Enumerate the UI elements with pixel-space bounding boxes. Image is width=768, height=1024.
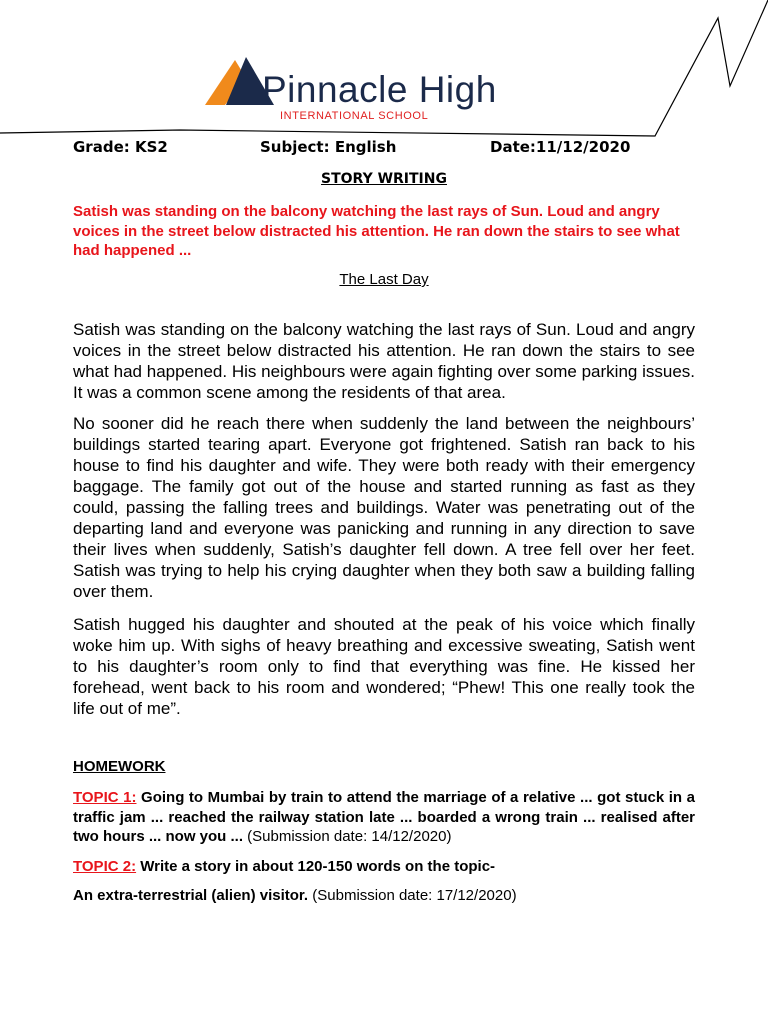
homework-topic-1 xyxy=(73,788,695,847)
grade-value: KS2 xyxy=(134,138,168,156)
subject-value: English xyxy=(334,138,397,156)
topic-2-text: Write a story in about 120-150 words on the topic- xyxy=(140,858,496,875)
homework-heading: HOMEWORK xyxy=(73,758,166,775)
topic-2-subject: An extra-terrestrial (alien) visitor. xyxy=(73,887,309,904)
story-paragraph-3: Satish hugged his daughter and shouted at the peak of his voice which finally woke him up. With sighs of heavy breathing and excessive sweating, Satish went to his daughter’s room only to find that everything was fine. He kissed her forehead, went back to his room and wondered; “Phew! This one really took the life out of me”. xyxy=(73,615,695,718)
topic-2-label: TOPIC 2: xyxy=(73,858,137,875)
school-logo-subtitle: INTERNATIONAL SCHOOL xyxy=(280,110,429,122)
story-paragraph-1: Satish was standing on the balcony watching the last rays of Sun. Loud and angry voices in the street below distracted his attention. He ran down the stairs to see what had happened. His neighbours were again fighting over some parking issues. It was a common scene among the residents of that area. xyxy=(73,320,695,402)
topic-1-label: TOPIC 1: xyxy=(73,789,137,806)
story-title: The Last Day xyxy=(339,271,429,288)
story-prompt: Satish was standing on the balcony watching the last rays of Sun. Loud and angry voices in the street below distracted his attention. He ran down the stairs to see what had happened ... xyxy=(73,203,680,259)
story-paragraph-2: No sooner did he reach there when suddenly the land between the neighbours’ buildings started tearing apart. Everyone got frightened. Satish ran back to his house to find his daughter and wife. They were both ready with their emergency baggage. The family got out of the house and started running as fast as they could, passing the falling trees and buildings. Water was penetrating out of the departing land and everyone was panicking and running in any direction to save their lives when suddenly, Satish’s daughter fell down. A tree fell over her feet. Satish was trying to help his crying daughter when they both saw a building falling over them. xyxy=(73,414,695,601)
topic-1-submission-date: (Submission date: 14/12/2020) xyxy=(247,828,452,845)
grade-field xyxy=(73,138,168,156)
topic-2-submission-date: (Submission date: 17/12/2020) xyxy=(312,887,517,904)
subject-field xyxy=(260,138,396,156)
date-value: 11/12/2020 xyxy=(535,138,631,156)
grade-label: Grade: xyxy=(73,138,130,156)
homework-topic-2-subject xyxy=(73,886,695,906)
subject-label: Subject: xyxy=(260,138,330,156)
date-field xyxy=(490,138,630,156)
school-logo-name: Pinnacle High xyxy=(262,69,497,110)
date-label: Date: xyxy=(490,138,536,156)
homework-topic-2 xyxy=(73,857,695,877)
page-title: STORY WRITING xyxy=(321,171,447,187)
topic-1-text: Going to Mumbai by train to attend the marriage of a relative ... got stuck in a traffic jam ... reached the railway station late ... boarded a wrong train ... realised after two hours ... now you ... xyxy=(73,789,695,845)
